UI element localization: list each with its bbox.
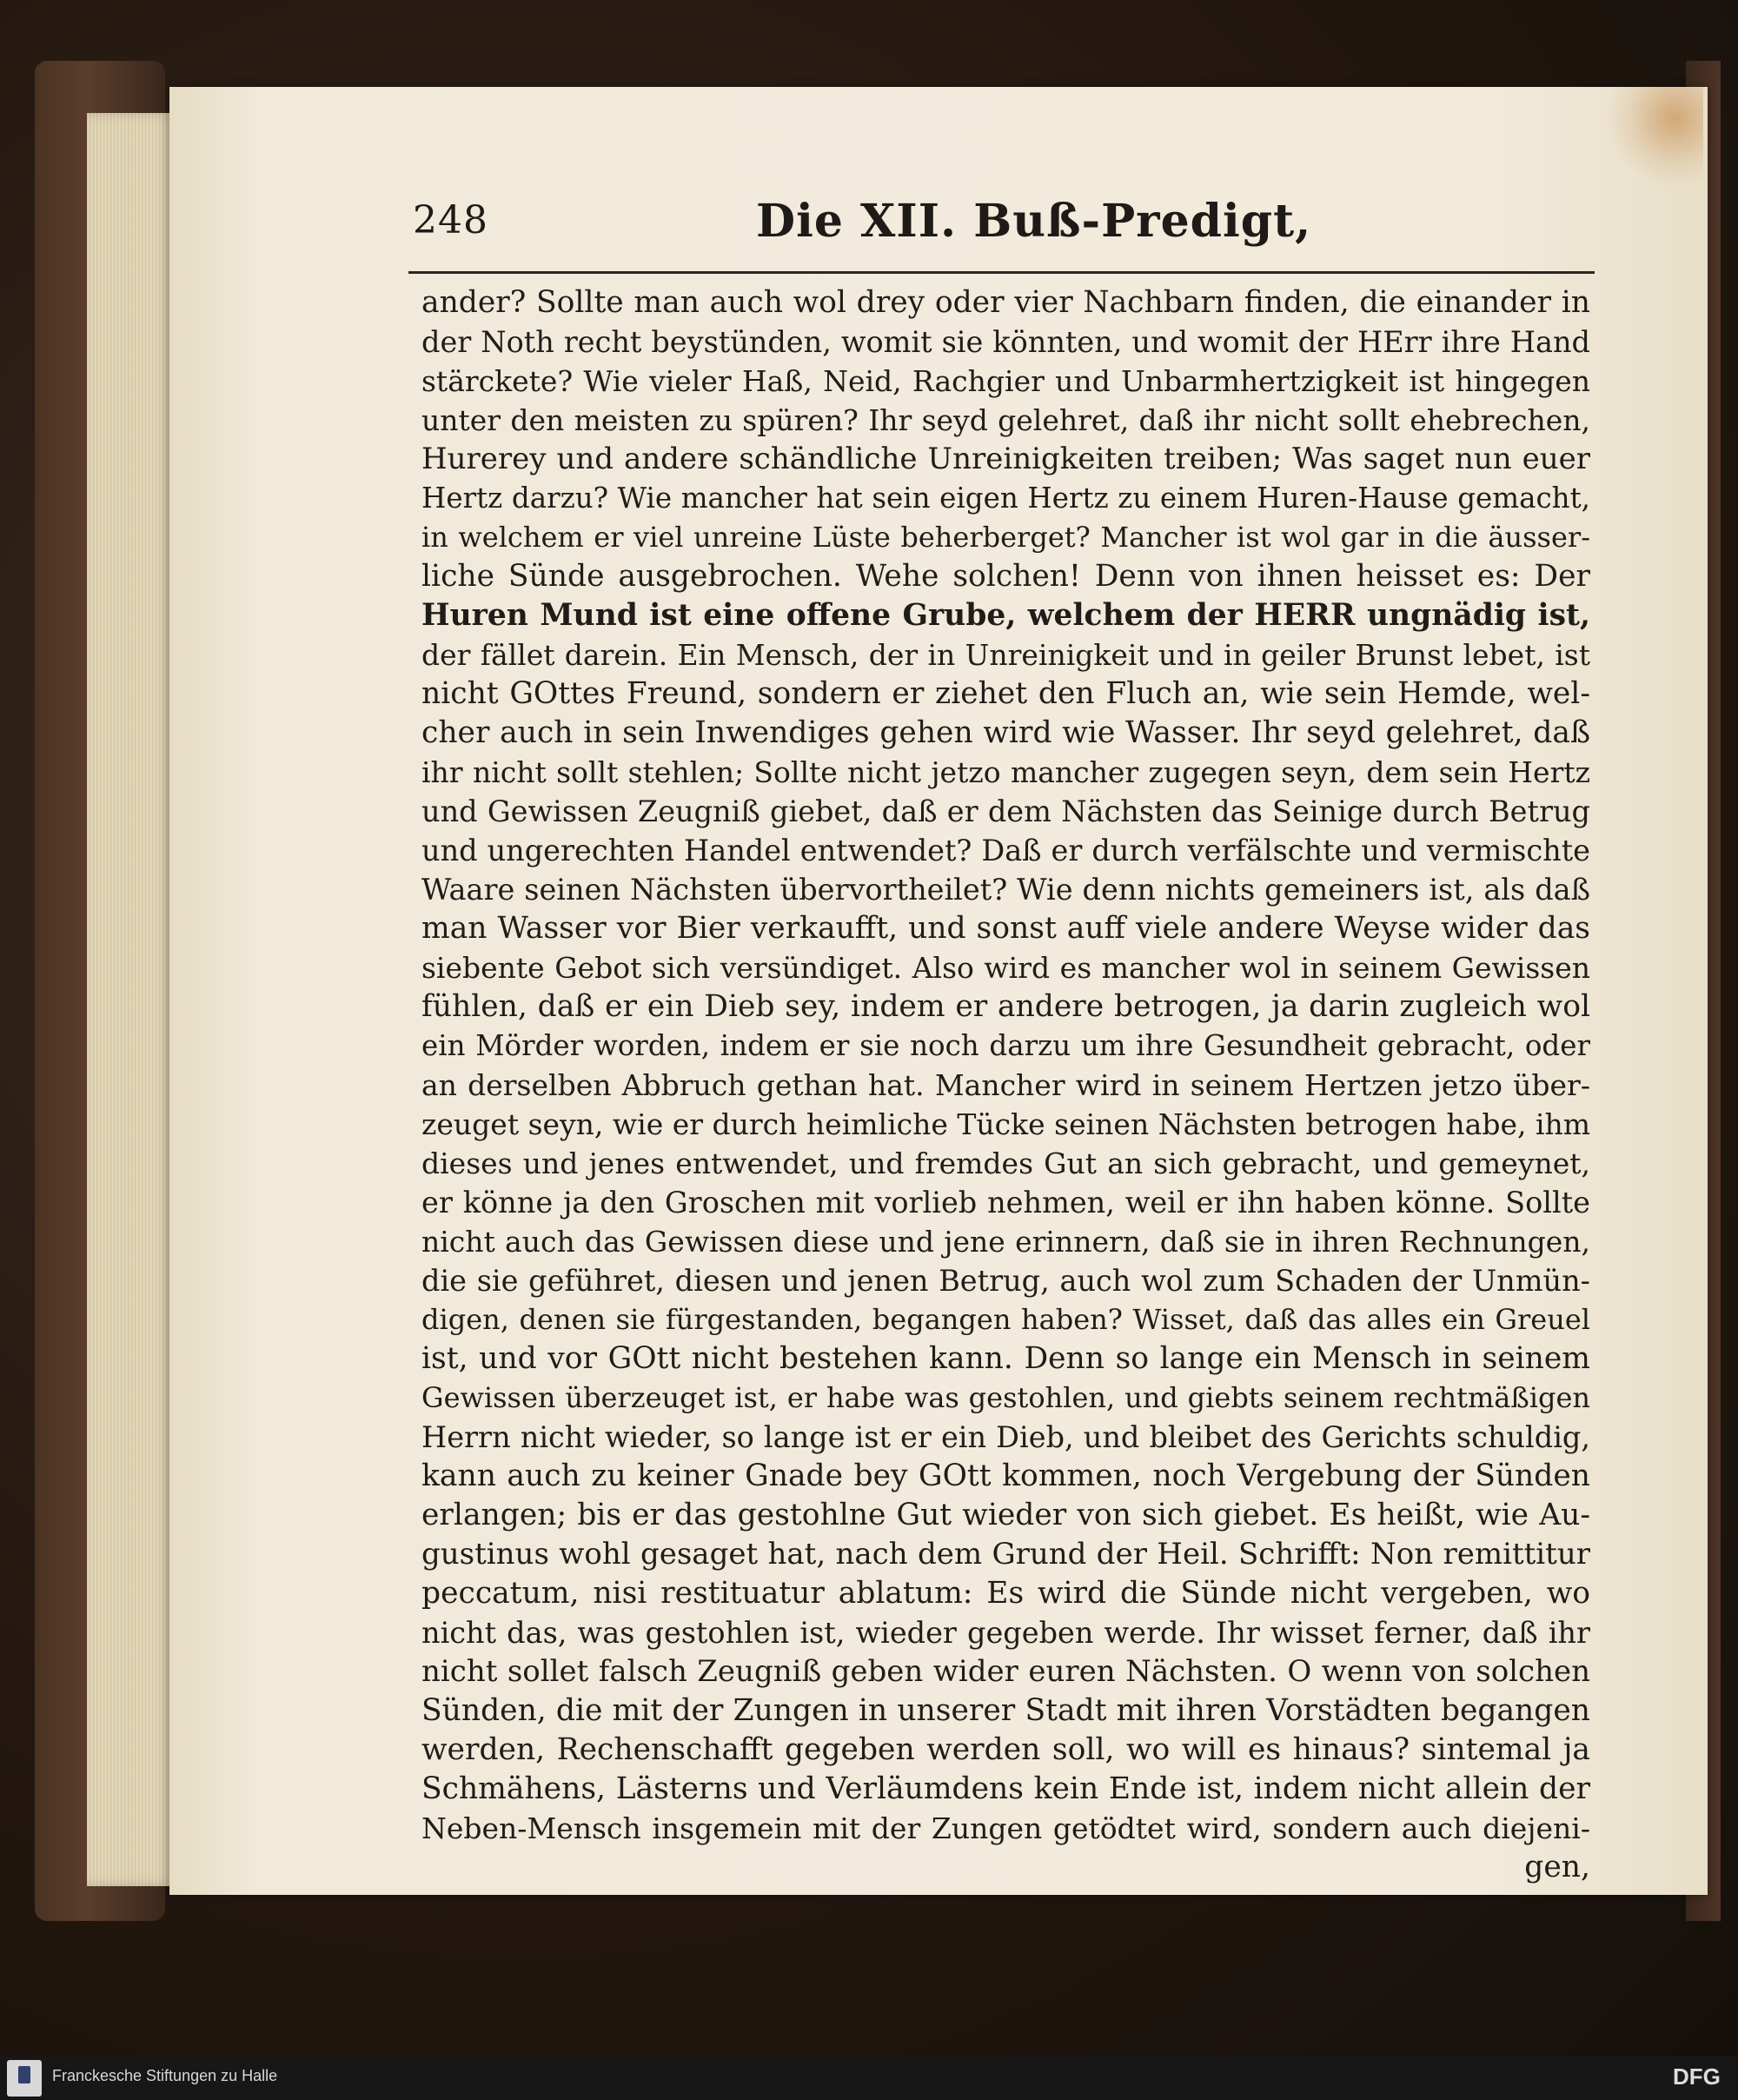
page-edges xyxy=(87,113,174,1886)
funder-logo: DFG xyxy=(1673,2063,1721,2090)
text-line-emphasis: Huren Mund ist eine offene Grube, welchem der HERR ungnädig ist, xyxy=(421,598,1590,633)
catchword: gen, xyxy=(1524,1850,1590,1884)
text-line: ihr nicht sollt stehlen; Sollte nicht jetzo mancher zugegen seyn, dem sein Hertz xyxy=(421,755,1590,789)
text-line: ist, und vor GOtt nicht bestehen kann. Denn so lange ein Mensch in seinem xyxy=(421,1341,1590,1376)
text-line: Herrn nicht wieder, so lange ist er ein Dieb, und bleibet des Gerichts schuldig, xyxy=(421,1420,1590,1454)
text-line: erlangen; bis er das gestohlne Gut wieder von sich giebet. Es heißt, wie Au- xyxy=(421,1498,1590,1532)
text-line: und Gewissen Zeugniß giebet, daß er dem Nächsten das Seinige durch Betrug xyxy=(421,794,1590,828)
text-line: kann auch zu keiner Gnade bey GOtt kommen, noch Vergebung der Sünden xyxy=(421,1459,1590,1493)
text-line: in welchem er viel unreine Lüste beherberget? Mancher ist wol gar in die äusser- xyxy=(421,521,1590,554)
text-line: gustinus wohl gesaget hat, nach dem Grund der Heil. Schrifft: Non remittitur xyxy=(421,1537,1590,1572)
text-line: cher auch in sein Inwendiges gehen wird wie Wasser. Ihr seyd gelehret, daß xyxy=(421,715,1590,750)
text-line: der Noth recht beystünden, womit sie könnten, und womit der HErr ihre Hand xyxy=(421,325,1590,359)
text-line: ein Mörder worden, indem er sie noch darzu um ihre Gesundheit gebracht, oder xyxy=(421,1029,1590,1062)
body-text xyxy=(421,283,1590,1887)
text-line: Gewissen überzeuget ist, er habe was gestohlen, und giebts seinem rechtmäßigen xyxy=(421,1381,1590,1414)
viewer-footer xyxy=(0,2057,1738,2100)
text-line: digen, denen sie fürgestanden, begangen haben? Wisset, daß das alles ein Greuel xyxy=(421,1303,1590,1336)
text-line: nicht GOttes Freund, sondern er ziehet den Fluch an, wie sein Hemde, wel- xyxy=(421,676,1590,711)
text-line: unter den meisten zu spüren? Ihr seyd gelehret, daß ihr nicht sollt ehebrechen, xyxy=(421,403,1590,437)
text-line: der fället darein. Ein Mensch, der in Unreinigkeit und in geiler Brunst lebet, ist xyxy=(421,638,1590,672)
text-line: die sie geführet, diesen und jenen Betrug, auch wol zum Schaden der Unmün- xyxy=(421,1264,1590,1298)
text-line: Hertz darzu? Wie mancher hat sein eigen Hertz zu einem Huren-Hause gemacht, xyxy=(421,482,1590,515)
text-line: Sünden, die mit der Zungen in unserer Stadt mit ihren Vorstädten begangen xyxy=(421,1693,1590,1728)
text-line: nicht das, was gestohlen ist, wieder gegeben werde. Ihr wisset ferner, daß ihr xyxy=(421,1616,1590,1650)
running-title: Die XII. Buß-Predigt, xyxy=(756,195,1312,248)
text-line: nicht auch das Gewissen diese und jene erinnern, daß sie in ihren Rechnungen, xyxy=(421,1225,1590,1259)
text-line: an derselben Abbruch gethan hat. Mancher wird in seinem Hertzen jetzo über- xyxy=(421,1068,1590,1102)
text-line: Schmähens, Lästerns und Verläumdens kein Ende ist, indem nicht allein der xyxy=(421,1771,1590,1806)
text-line: stärckete? Wie vieler Haß, Neid, Rachgier und Unbarmhertzigkeit ist hingegen xyxy=(421,364,1590,398)
text-line: zeuget seyn, wie er durch heimliche Tücke seinen Nächsten betrogen habe, ihm xyxy=(421,1107,1590,1141)
text-line: siebente Gebot sich versündiget. Also wird es mancher wol in seinem Gewissen xyxy=(421,951,1590,985)
text-line: und ungerechten Handel entwendet? Daß er durch verfälschte und vermischte xyxy=(421,834,1590,867)
text-line: peccatum, nisi restituatur ablatum: Es wird die Sünde nicht vergeben, wo xyxy=(421,1576,1590,1611)
text-line: liche Sünde ausgebrochen. Wehe solchen! Denn von ihnen heisset es: Der xyxy=(421,559,1590,594)
text-line: Neben-Mensch insgemein mit der Zungen getödtet wird, sondern auch diejeni- xyxy=(421,1811,1590,1845)
paper-stain xyxy=(1608,87,1703,191)
text-line: Waare seinen Nächsten übervortheilet? Wie denn nichts gemeiners ist, als daß xyxy=(421,873,1590,907)
text-line: fühlen, daß er ein Dieb sey, indem er andere betrogen, ja darin zugleich wol xyxy=(421,989,1590,1024)
institution-name: Franckesche Stiftungen zu Halle xyxy=(52,2067,278,2084)
text-line: man Wasser vor Bier verkaufft, und sonst auff viele andere Weyse wider das xyxy=(421,911,1590,946)
institution-logo-icon xyxy=(7,2060,42,2097)
text-line: werden, Rechenschafft gegeben werden soll, wo will es hinaus? sintemal ja xyxy=(421,1732,1590,1767)
text-line: Hurerey und andere schändliche Unreinigkeiten treiben; Was saget nun euer xyxy=(421,442,1590,476)
text-line: er könne ja den Groschen mit vorlieb nehmen, weil er ihn haben könne. Sollte xyxy=(421,1186,1590,1219)
header-rule xyxy=(408,271,1595,274)
page-number: 248 xyxy=(413,198,488,243)
text-line: dieses und jenes entwendet, und fremdes Gut an sich gebracht, und gemeynet, xyxy=(421,1146,1590,1180)
text-line: ander? Sollte man auch wol drey oder vier Nachbarn finden, die einander in xyxy=(421,285,1590,320)
text-line: nicht sollet falsch Zeugniß geben wider euren Nächsten. O wenn von solchen xyxy=(421,1654,1590,1689)
running-head xyxy=(408,195,1590,250)
